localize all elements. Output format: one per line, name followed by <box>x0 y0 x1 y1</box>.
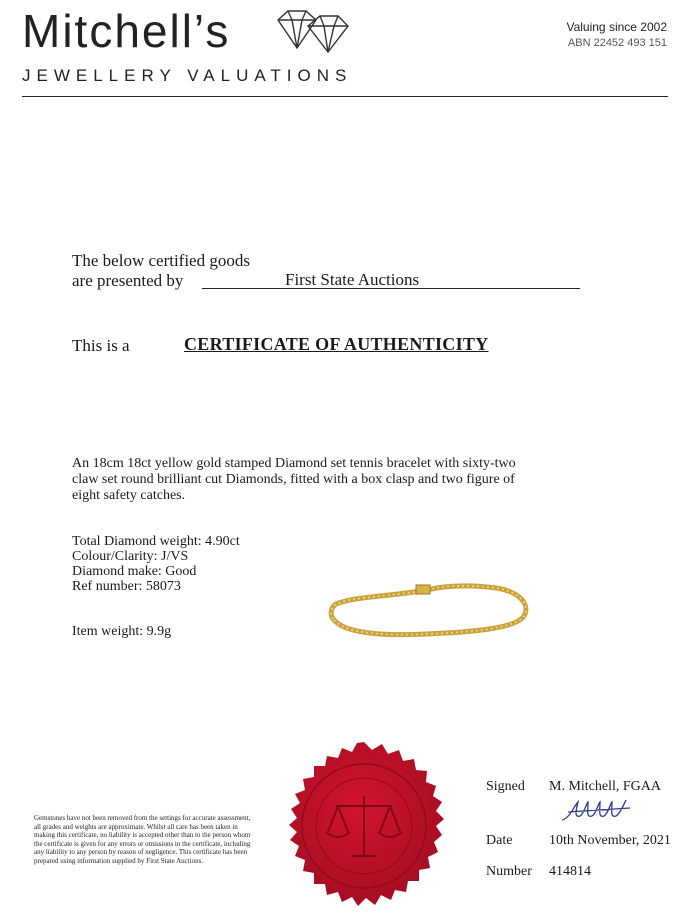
signed-label: Signed <box>486 779 525 794</box>
number-value: 414814 <box>549 864 591 879</box>
date-value: 10th November, 2021 <box>549 833 671 848</box>
presenter-name: First State Auctions <box>285 270 420 289</box>
presenter-line <box>202 270 580 289</box>
certificate-title: CERTIFICATE OF AUTHENTICITY <box>184 334 489 354</box>
signed-value: M. Mitchell, FGAA <box>549 779 661 794</box>
presented-by-label: are presented by <box>72 271 184 290</box>
ref-number: Ref number: 58073 <box>72 579 181 594</box>
wax-seal <box>276 740 452 916</box>
certificate-prefix: This is a <box>72 336 130 355</box>
tagline: JEWELLERY VALUATIONS <box>22 66 353 85</box>
item-weight: Item weight: 9.9g <box>72 624 172 639</box>
valuing-since: Valuing since 2002 <box>566 20 667 34</box>
bracelet-image <box>326 576 532 638</box>
header-divider <box>22 96 668 97</box>
abn-number: ABN 22452 493 151 <box>567 37 667 49</box>
brand-name: Mitchell’s <box>22 5 231 57</box>
date-label: Date <box>486 833 513 848</box>
colour-clarity: Colour/Clarity: J/VS <box>72 549 189 564</box>
diamond-icon <box>272 8 352 56</box>
certified-goods-line: The below certified goods <box>72 251 250 270</box>
item-description: An 18cm 18ct yellow gold stamped Diamond set tennis bracelet with sixty-two claw set round brilliant cut Diamonds, fitted with a box clasp and two figure of eight safety catches. <box>72 456 516 503</box>
handwritten-signature <box>560 796 638 824</box>
total-diamond-weight: Total Diamond weight: 4.90ct <box>72 534 240 549</box>
number-label: Number <box>486 864 532 879</box>
diamond-make: Diamond make: Good <box>72 564 197 579</box>
disclaimer: Gemstones have not been removed from the settings for accurate assessment, all grades and weights are approximate. Whilst all care has been taken in making this certificate, no liability is accepted other than to the person whom the certificate is given for any errors or omissions in the certificate, including any liability to any person by reason of negligence. This certificate has been prepared using information supplied by First State Auctions. <box>34 814 251 865</box>
